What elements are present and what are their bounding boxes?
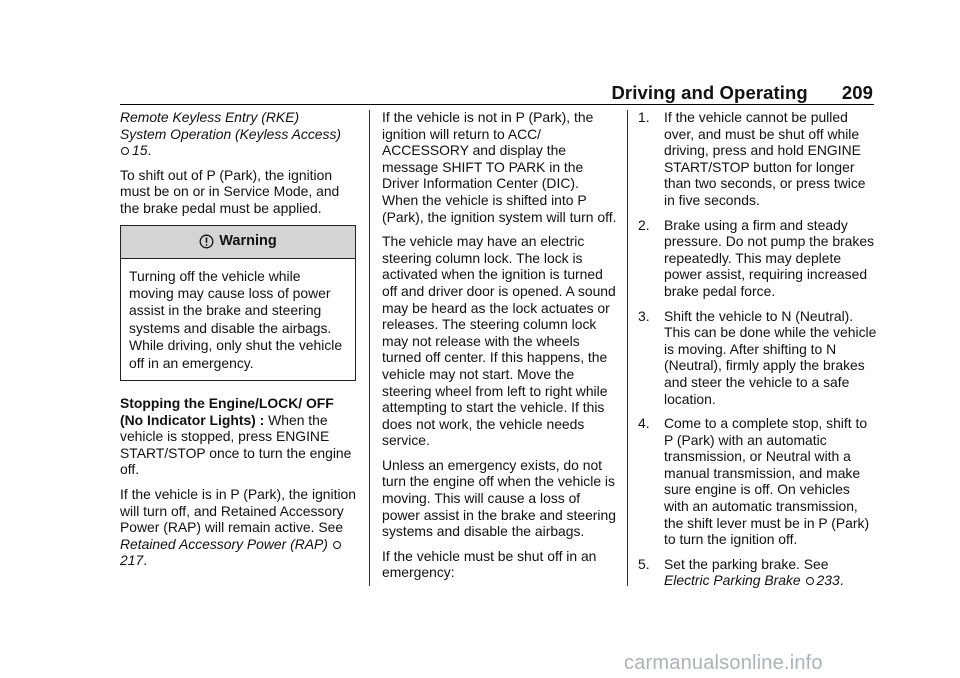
list-number: 1. [638, 109, 650, 125]
paragraph: If the vehicle must be shut off in an emergency: [382, 547, 597, 581]
paragraph: To shift out of P (Park), the ignition must be on or in Service Mode, and the brake pedal must be applied. [120, 166, 340, 216]
list-number: 2. [638, 216, 650, 233]
list-item [638, 308, 878, 408]
xref-page: 15 [132, 142, 148, 159]
warning-header [121, 226, 355, 259]
paragraph: If the vehicle is in P (Park), the ignition will turn off, and Retained Accessory Power (RAP) will remain active. See Retained Accessory Power (RAP) 217. [120, 485, 356, 569]
page-header [0, 82, 873, 106]
list-text: Come to a complete stop, shift to P (Park) with an automatic transmission, or Neutral with a manual transmission, and make sure engine is off. On vehicles with an automatic transmission, the shift lever must be in P (Park) to turn the ignition off. [664, 415, 870, 548]
paragraph-text: When the vehicle is stopped, press ENGINE START/STOP once to turn the engine off. [120, 411, 352, 478]
column-divider [627, 110, 628, 586]
xref-page[interactable]: 233 [816, 572, 840, 589]
page-reference-icon [806, 577, 814, 585]
warning-icon [199, 234, 214, 249]
paragraph: The vehicle may have an electric steering column lock. The lock is activated when the ignition is turned off and driver door is opened. A sound may be heard as the lock actuates or releases. The steering column lock may not release with the wheels turned off center. If this happens, the vehicle may not start. Move the steering wheel from left to right while attempting to start the vehicle. If this does not work, the vehicle needs service. [382, 233, 616, 449]
column-divider [369, 110, 370, 586]
list-number: 5. [638, 555, 650, 572]
watermark: carmanualsonline.info [624, 652, 823, 674]
list-text: Set the parking brake. See Electric Parking Brake 233. [664, 555, 844, 589]
list-number: 4. [638, 415, 650, 432]
paragraph-text: If the vehicle is in P (Park), the ignition will turn off, and Retained Accessory Power (RAP) will remain active. See [120, 485, 356, 536]
list-text-prefix: Set the parking brake. See [664, 555, 829, 572]
header-rule [120, 104, 874, 105]
list-text: If the vehicle cannot be pulled over, and must be shut off while driving, press and hold ENGINE START/STOP button for longer than two seconds, or press twice in five seconds. [664, 109, 866, 208]
paragraph: If the vehicle is not in P (Park), the ignition will return to ACC/ ACCESSORY and display the message SHIFT TO PARK in the Driver Information Center (DIC). When the vehicle is shifted into P (Park), the ignition system will turn off. [382, 109, 617, 225]
warning-text: Turning off the vehicle while moving may cause loss of power assist in the brake and steering systems and disable the airbags. While driving, only shut the vehicle off in an emergency. [129, 267, 343, 371]
column-2 [382, 109, 618, 589]
paragraph: Unless an emergency exists, do not turn the engine off when the vehicle is moving. This will cause a loss of power assist in the brake and steering systems and disable the airbags. [382, 456, 616, 540]
page-reference-icon [121, 147, 129, 155]
list-item [638, 415, 878, 548]
list-item [638, 109, 878, 209]
list-item [638, 217, 878, 300]
section-title: Driving and Operating [611, 82, 808, 103]
list-number: 3. [638, 307, 650, 324]
column-1 [120, 109, 356, 577]
list-text: Brake using a firm and steady pressure. Do not pump the brakes repeatedly. This may deplete power assist, requiring increased brake pedal force. [664, 216, 875, 299]
page-number: 209 [841, 82, 873, 103]
xref-page[interactable]: 217 [120, 552, 144, 569]
warning-box [120, 225, 356, 381]
xref-title: Remote Keyless Entry (RKE) [120, 109, 300, 125]
paragraph [120, 395, 356, 478]
paragraph-heading: Stopping the Engine/LOCK/ OFF (No Indicator Lights) : [120, 395, 334, 428]
warning-title: Warning [219, 233, 277, 250]
list-item [638, 556, 878, 589]
list-text: Shift the vehicle to N (Neutral). This can be done while the vehicle is moving. After shifting to N (Neutral), firmly apply the brakes and steer the vehicle to a safe location. [664, 307, 877, 407]
xref-title[interactable]: Retained Accessory Power (RAP) [120, 535, 328, 552]
xref-title[interactable]: Electric Parking Brake [664, 572, 801, 589]
column-3 [638, 109, 878, 597]
xref-title: System Operation (Keyless Access) [120, 125, 342, 142]
cross-reference-rke[interactable]: Remote Keyless Entry (RKE) System Operation (Keyless Access) 15. [120, 109, 342, 159]
page-reference-icon [333, 541, 341, 549]
